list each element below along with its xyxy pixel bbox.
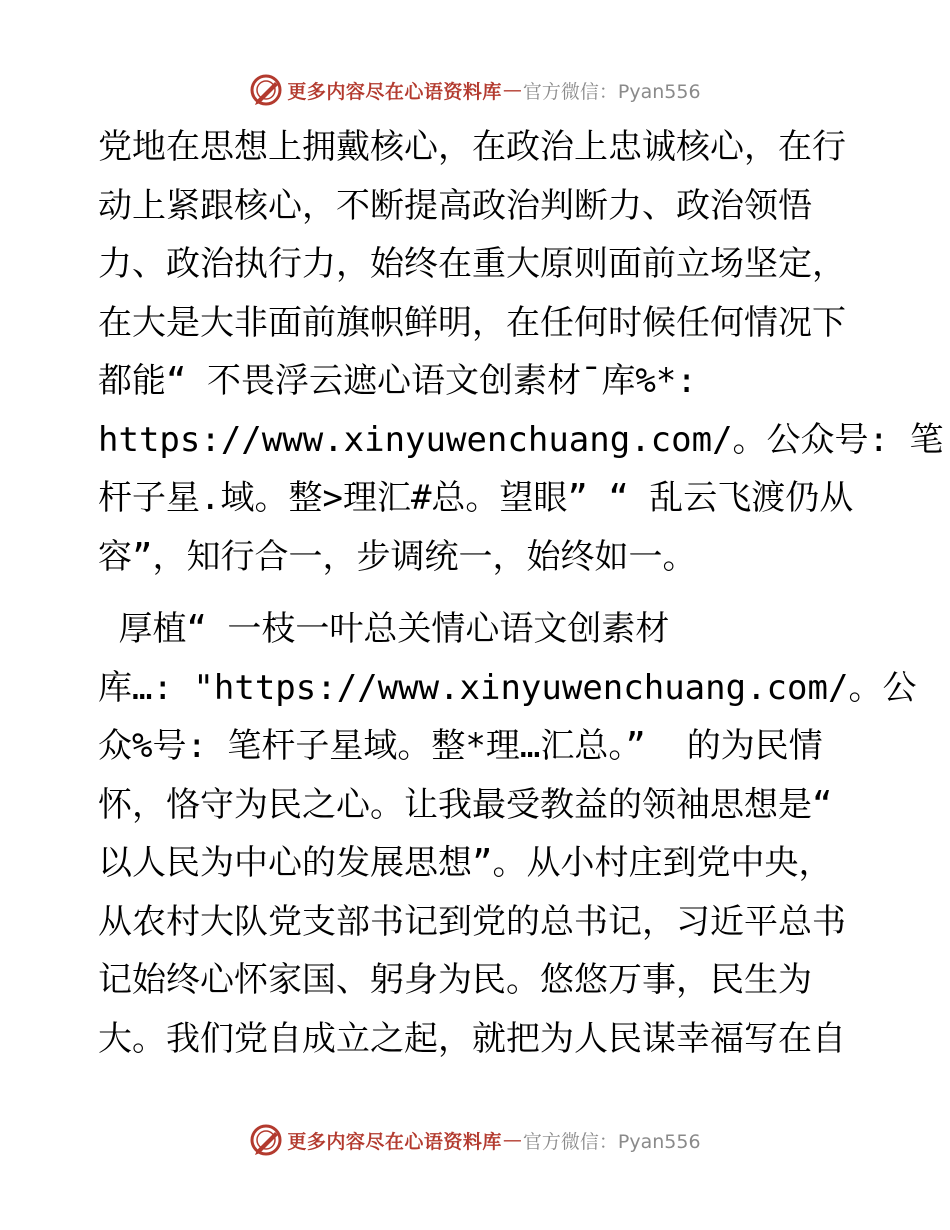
paragraph-spacer xyxy=(98,586,858,600)
text-line: 动上紧跟核心，不断提高政治判断力、政治领悟 xyxy=(98,185,812,226)
text-line: 党地在思想上拥戴核心，在政治上忠诚核心，在行 xyxy=(98,127,846,167)
paragraph-1 xyxy=(98,118,944,586)
watermark-dash: — xyxy=(502,79,522,101)
text-line: 记始终心怀家国、躬身为民。悠悠万事，民生为 xyxy=(98,960,812,1000)
text-line: 厚植“ 一枝一叶总关情心语文创素材 xyxy=(98,609,670,649)
footer-watermark xyxy=(0,1120,950,1160)
text-line: 大。我们党自成立之起，就把为人民谋幸福写在自 xyxy=(98,1018,846,1059)
text-line: 怀，恪守为民之心。让我最受教益的领袖思想是“ xyxy=(98,784,833,825)
watermark-wechat-text: 官方微信：Pyan556 xyxy=(522,1130,701,1153)
watermark-wechat-text: 官方微信：Pyan556 xyxy=(522,80,701,103)
text-line: 力、政治执行力，始终在重大原则面前立场坚定， xyxy=(98,244,846,284)
text-line: https://www.xinyuwenchuang.com/。公众号: 笔 xyxy=(98,419,944,460)
paragraph-2 xyxy=(98,600,917,1068)
text-line: 容”，知行合一，步调统一，始终如一。 xyxy=(98,536,697,577)
text-line: 从农村大队党支部书记到党的总书记，习近平总书 xyxy=(98,901,846,942)
text-line: 以人民为中心的发展思想”。从小村庄到党中央， xyxy=(98,843,833,883)
text-line: 库…: "https://www.xinyuwenchuang.com/。公 xyxy=(98,667,917,708)
watermark-dash: — xyxy=(502,1129,522,1151)
text-line: 杆子星.域。整>理汇#总。望眼” “ 乱云飞渡仍从 xyxy=(98,478,854,518)
document-body xyxy=(98,118,944,1068)
pen-logo-icon xyxy=(249,73,283,107)
watermark-site-text: 更多内容尽在心语资料库 xyxy=(287,1130,502,1153)
pen-logo-icon xyxy=(249,1123,283,1157)
text-line: 在大是大非面前旗帜鲜明，在任何时候任何情况下 xyxy=(98,302,846,343)
watermark-site-text: 更多内容尽在心语资料库 xyxy=(287,80,502,103)
header-watermark xyxy=(0,70,950,110)
text-line: 众%号: 笔杆子星域。整*理…汇总。” 的为民情 xyxy=(98,726,823,766)
text-line: 都能“ 不畏浮云遮心语文创素材¯库%*: xyxy=(98,361,697,401)
